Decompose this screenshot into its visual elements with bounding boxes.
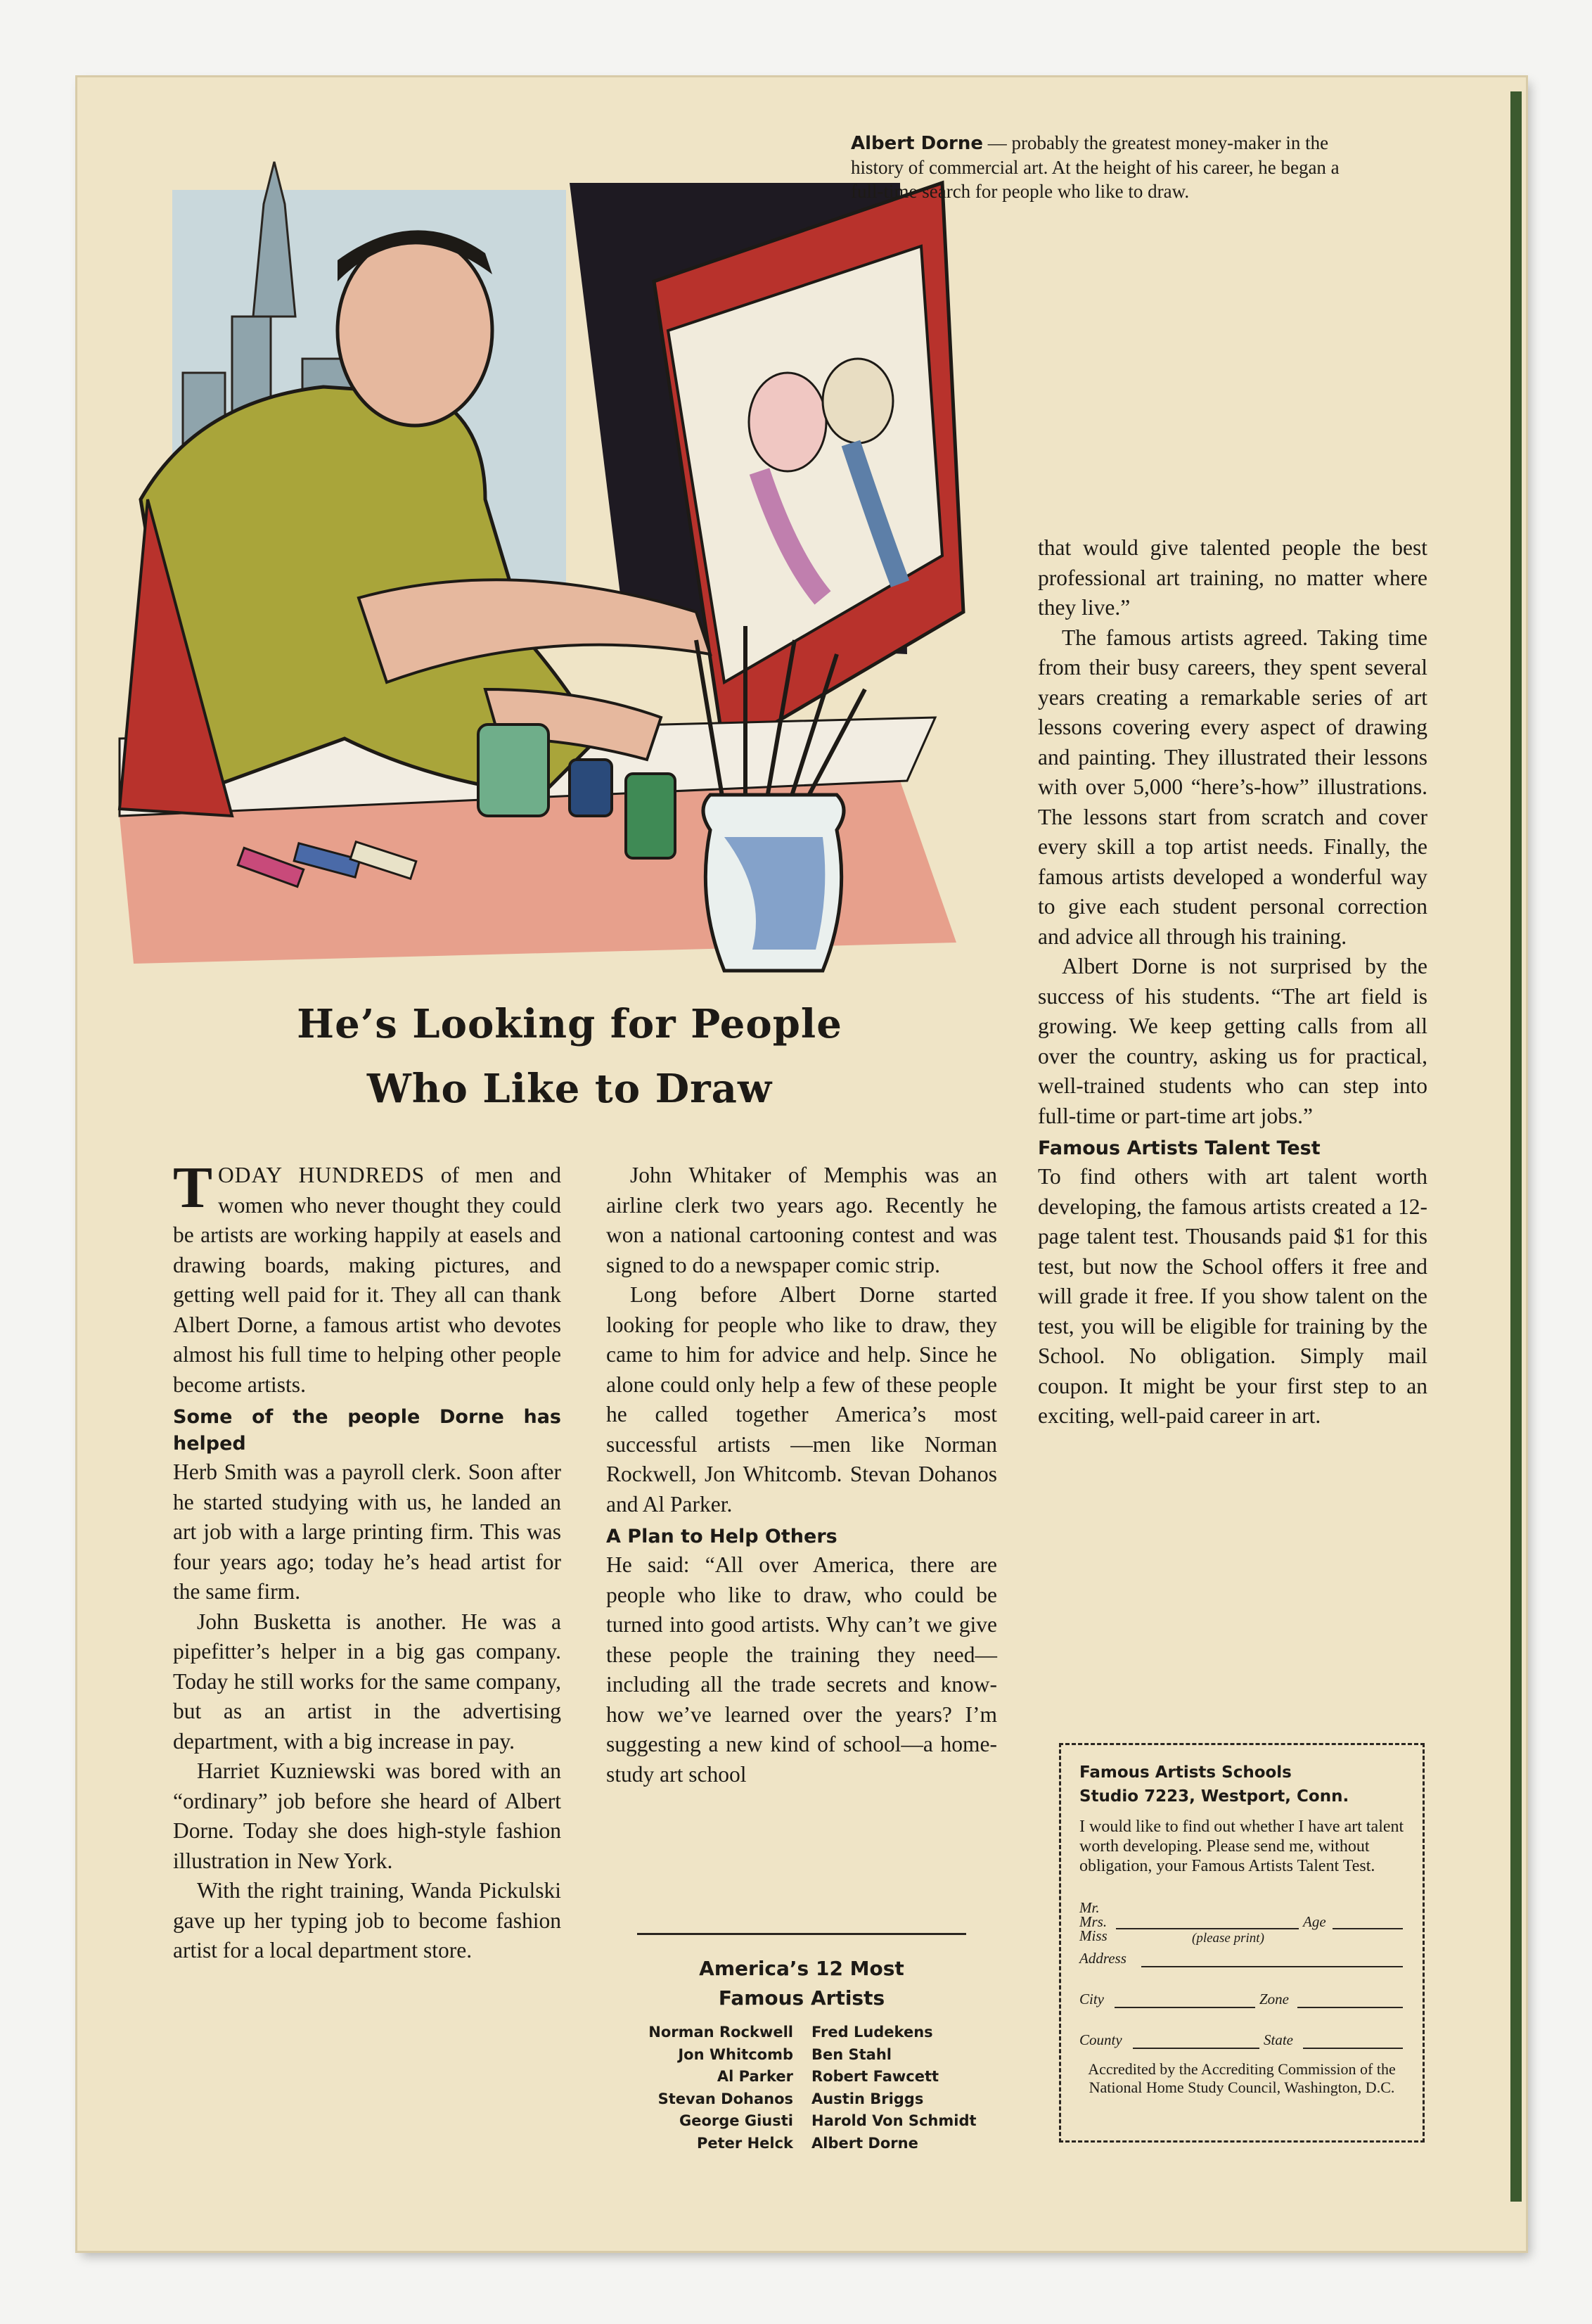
paragraph: To find others with art talent worth developing, the famous artists created a 12-page talent test. Thousands paid $1 for this test, but now the School offers it free and will grade it free. If you show talent on the test, you will be eligible for training by the School. No obligation. Simply mail coupon. It might be your first step to an exciting, well-paid career in art. [1038,1164,1427,1428]
county-state-field[interactable]: County State [1079,2012,1404,2053]
artist-name: Austin Briggs [811,2090,924,2107]
paragraph: Long before Albert Dorne started looking for people who like to draw, they came to him for advice and help. Since he alone could only help a few of these people he called together America’s most successful artists —men like Norman Rockwell, Jon Whitcomb. Stevan Dohanos and Al Parker. [606,1282,997,1517]
artist-name: Peter Helck [696,2134,793,2152]
paragraph: Herb Smith was a payroll clerk. Soon after he started studying with us, he landed an art job with a large printing firm. This was four years ago; today he’s head artist for the same firm. [173,1460,561,1604]
coupon-address: Studio 7223, Westport, Conn. [1079,1787,1349,1806]
artist-name: Jon Whitcomb [678,2045,793,2063]
artist-name: Ben Stahl [811,2045,892,2063]
headline-line-2: Who Like to Draw [366,1066,773,1112]
headline-line-1: He’s Looking for People [297,1001,842,1047]
artist-name: Harold Von Schmidt [811,2112,977,2129]
mail-in-coupon[interactable] [1059,1743,1425,2143]
body-column-2 [606,1161,997,1789]
drop-cap: T [173,1155,213,1220]
paragraph: With the right training, Wanda Pickulski gave up her typing job to become fashion artist for a local department store. [173,1878,561,1962]
paragraph: Harriet Kuzniewski was bored with an “ordinary” job before she heard of Albert Dorne. Today she does high-style fashion illustration in New York. [173,1758,561,1873]
paragraph: John Whitaker of Memphis was an airline clerk two years ago. Recently he won a national cartooning contest and was signed to do a newspaper comic strip. [606,1163,997,1277]
artist-name: Stevan Dohanos [657,2090,793,2107]
subhead-plan: A Plan to Help Others [606,1526,837,1547]
subhead-people-helped: Some of the people Dorne has helped [173,1406,561,1455]
artist-name: Fred Ludekens [811,2024,933,2041]
city-zone-field[interactable]: City Zone [1079,1972,1404,2012]
paragraph: Albert Dorne is not surprised by the success of his students. “The art field is growing. We keep getting calls from all over the country, asking us for practical, well-trained students who can step into full-time or part-time art jobs.” [1038,954,1427,1128]
body-column-3 [1038,533,1427,1431]
artist-name: George Giusti [679,2112,793,2129]
paragraph: that would give talented people the best professional art training, no matter where they live.” [1038,535,1427,620]
paragraph: The famous artists agreed. Taking time from their busy careers, they spent several years creating a remarkable series of art lessons covering every aspect of drawing and painting. They illustrated their lessons with over 5,000 “here’s-how” illustrations. The lessons start from scratch and cover every skill a top artist needs. Finally, the famous artists developed a wonderful way to give each student personal correction and advice all through his training. [1038,625,1427,949]
coupon-school-name: Famous Artists Schools [1079,1763,1292,1782]
paragraph: He said: “All over America, there are people who like to draw, who could be turned into good artists. Why can’t we give these people the training they need—including all the trade secrets and know-how we’ve learned over the years? I’m suggesting a new kind of school—a home-study art school [606,1552,997,1787]
paragraph: John Busketta is another. He was a pipefitter’s helper in a big gas company. Today he still works for the same company, but as an artist in the advertising department, with a big increase in pay. [173,1609,561,1754]
artist-name: Robert Fawcett [811,2068,939,2085]
coupon-body: I would like to find out whether I have art talent worth developing. Please send me, without obligation, your Famous Artists Talent Test. [1079,1818,1404,1875]
accreditation-note: Accredited by the Accrediting Commission of the National Home Study Council, Washington, D.C. [1088,2060,1396,2096]
artist-name: Al Parker [717,2068,793,2085]
address-field[interactable]: Address [1079,1948,1404,1972]
famous-artists-list [603,2022,1011,2154]
artists-box-title: America’s 12 Most Famous Artists [699,1957,904,2010]
artist-name: Albert Dorne [811,2134,918,2152]
intro-paragraph: TODAY HUNDREDS of men and women who never thought they could be artists are working happily at easels and drawing boards, making pictures, and getting well paid for it. They all can thank Albert Dorne, a famous artist who devotes almost his full time to helping other people become artists. [173,1155,561,1397]
artist-illustration [91,106,991,985]
body-column-1 [173,1155,561,1966]
divider-rule [637,1933,966,1935]
artist-name: Norman Rockwell [648,2024,793,2041]
illustration-caption: Albert Dorne — probably the greatest money-maker in the history of commercial art. At the height of his career, he began a full-time search for people who like to draw. [851,132,1340,202]
comic-spine-edge [1510,91,1522,2202]
name-field[interactable]: Mr. Mrs. Miss Age (please print) [1079,1883,1404,1948]
subhead-talent-test: Famous Artists Talent Test [1038,1137,1321,1159]
ad-headline [155,992,984,1121]
